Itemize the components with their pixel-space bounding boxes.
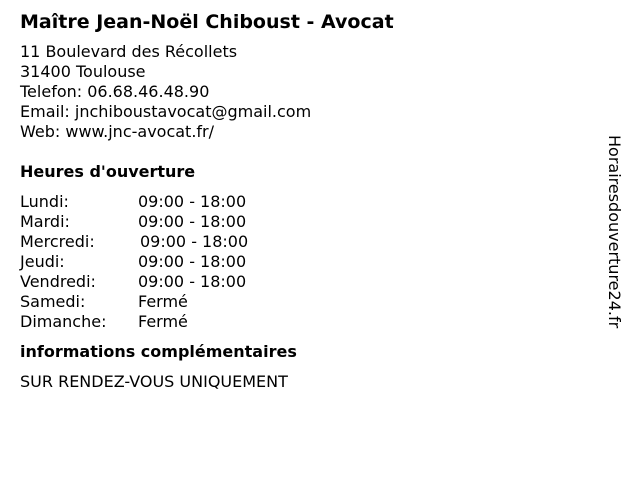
hours-row-saturday bbox=[20, 292, 600, 312]
hours-value: 09:00 - 18:00 bbox=[138, 272, 247, 291]
day-label: Mercredi: bbox=[20, 232, 95, 251]
phone-number: Telefon: 06.68.46.48.90 bbox=[20, 82, 210, 101]
hours-row-sunday bbox=[20, 312, 600, 332]
opening-hours-heading: Heures d'ouverture bbox=[20, 162, 196, 181]
hours-row-thursday bbox=[20, 252, 600, 272]
hours-value: Fermé bbox=[138, 312, 188, 331]
day-label: Samedi: bbox=[20, 292, 86, 311]
hours-value: 09:00 - 18:00 bbox=[138, 192, 247, 211]
additional-info-heading: informations complémentaires bbox=[20, 342, 297, 361]
additional-info-text: SUR RENDEZ-VOUS UNIQUEMENT bbox=[20, 372, 288, 391]
hours-value: 09:00 - 18:00 bbox=[138, 252, 247, 271]
day-label: Dimanche: bbox=[20, 312, 107, 331]
business-card bbox=[20, 10, 600, 392]
opening-hours-table bbox=[20, 192, 600, 332]
hours-row-monday bbox=[20, 192, 600, 212]
day-label: Vendredi: bbox=[20, 272, 96, 291]
address-city: 31400 Toulouse bbox=[20, 62, 146, 81]
hours-value: 09:00 - 18:00 bbox=[140, 232, 249, 251]
business-name: Maître Jean-Noël Chiboust - Avocat bbox=[20, 11, 394, 33]
day-label: Mardi: bbox=[20, 212, 70, 231]
day-label: Lundi: bbox=[20, 192, 69, 211]
hours-row-friday bbox=[20, 272, 600, 292]
address-street: 11 Boulevard des Récollets bbox=[20, 42, 238, 61]
hours-value: Fermé bbox=[138, 292, 188, 311]
website-url: Web: www.jnc-avocat.fr/ bbox=[20, 122, 215, 141]
site-credit: Horairesdouverture24.fr bbox=[605, 135, 624, 329]
hours-row-wednesday bbox=[20, 232, 600, 252]
contact-block bbox=[20, 42, 600, 142]
email-address: Email: jnchiboustavocat@gmail.com bbox=[20, 102, 312, 121]
day-label: Jeudi: bbox=[20, 252, 65, 271]
hours-value: 09:00 - 18:00 bbox=[138, 212, 247, 231]
hours-row-tuesday bbox=[20, 212, 600, 232]
